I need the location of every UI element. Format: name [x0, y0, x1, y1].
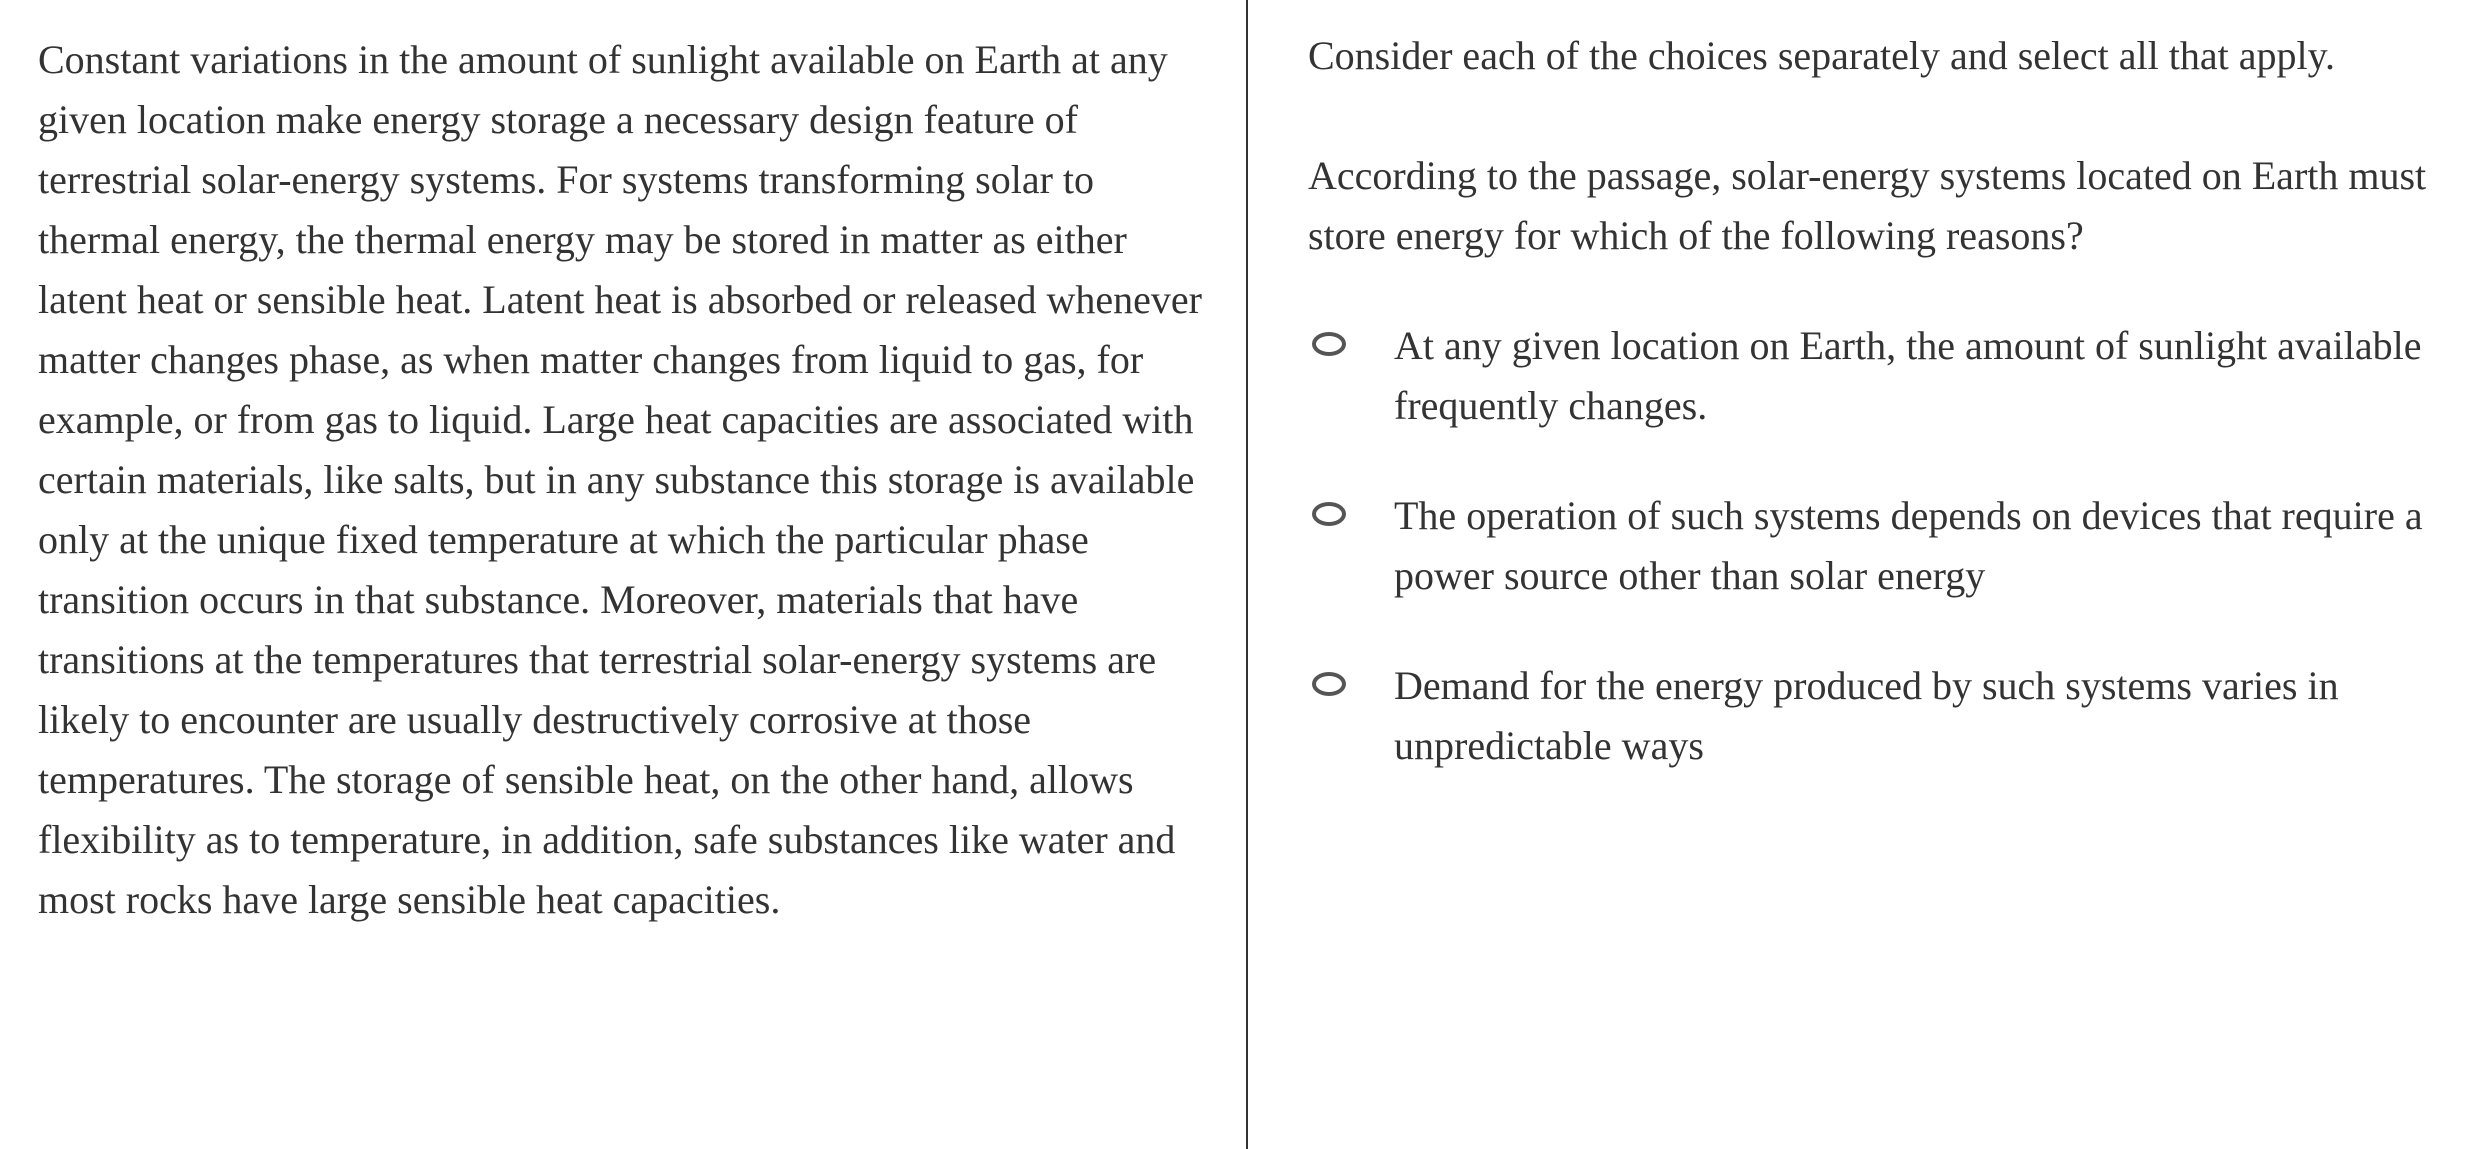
answer-choice-2[interactable]	[1308, 486, 2470, 606]
passage-text: Constant variations in the amount of sunlight available on Earth at any given location make energy storage a necessary design feature of terrestrial solar-energy systems. For systems transforming solar to thermal energy, the thermal energy may be stored in matter as either latent heat or sensible heat. Latent heat is absorbed or released whenever matter changes phase, as when matter changes from liquid to gas, for example, or from gas to liquid. Large heat capacities are associated with certain materials, like salts, but in any substance this storage is available only at the unique fixed temperature at which the particular phase transition occurs in that substance. Moreover, materials that have transitions at the temperatures that terrestrial solar-energy systems are likely to encounter are usually destructively corrosive at those temperatures. The storage of sensible heat, on the other hand, allows flexibility as to temperature, in addition, safe substances like water and most rocks have large sensible heat capacities.	[38, 37, 1202, 922]
answer-choice-label: Demand for the energy produced by such systems varies in unpredictable ways	[1394, 663, 2339, 768]
question-stem: According to the passage, solar-energy systems located on Earth must store energy for which of the following reasons?	[1308, 153, 2427, 258]
question-instruction: Consider each of the choices separately and select all that apply.	[1308, 33, 2335, 78]
question-pane	[1248, 0, 2470, 1149]
answer-choice-1[interactable]	[1308, 316, 2470, 436]
radio-button-icon[interactable]	[1312, 332, 1346, 356]
answer-choices	[1308, 316, 2470, 776]
radio-button-icon[interactable]	[1312, 502, 1346, 526]
radio-button-icon[interactable]	[1312, 672, 1346, 696]
answer-choice-3[interactable]	[1308, 656, 2470, 776]
answer-choice-label: At any given location on Earth, the amount of sunlight available frequently changes.	[1394, 323, 2422, 428]
answer-choice-label: The operation of such systems depends on devices that require a power source other than solar energy	[1394, 493, 2423, 598]
